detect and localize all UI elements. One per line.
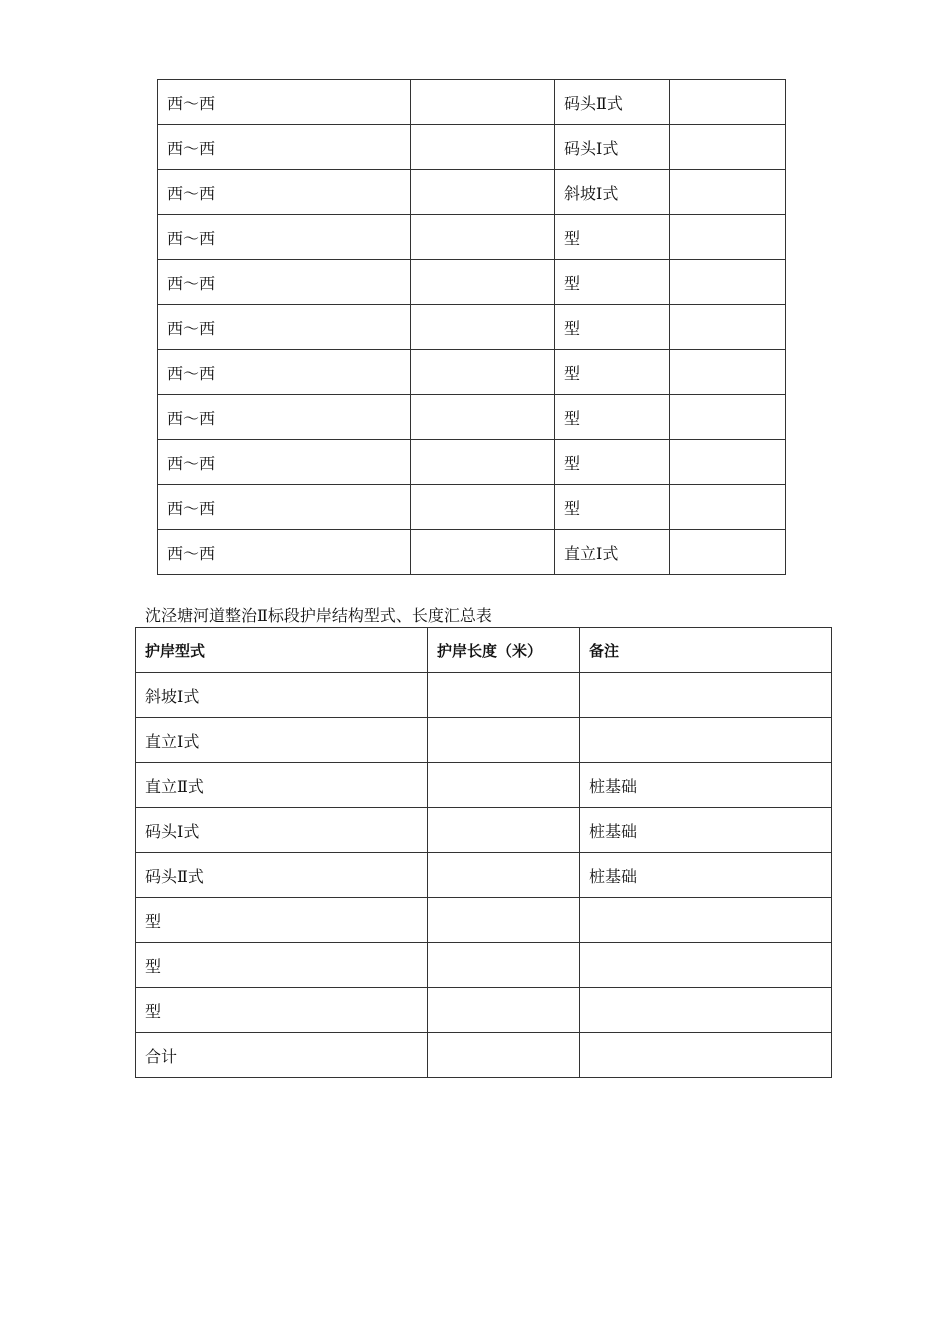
cell-type: 码头Ⅱ式 (136, 853, 428, 898)
cell-note (580, 943, 832, 988)
table-row (136, 898, 832, 943)
table-row (136, 853, 832, 898)
cell-length (428, 898, 580, 943)
cell-note (580, 1033, 832, 1078)
table-row (158, 260, 786, 305)
table-row (136, 673, 832, 718)
cell-note (670, 350, 786, 395)
cell-type: 型 (555, 395, 670, 440)
cell-note: 桩基础 (580, 853, 832, 898)
cell-section: 西～西 (158, 395, 411, 440)
cell-note (580, 898, 832, 943)
table-row (136, 1033, 832, 1078)
cell-length (428, 718, 580, 763)
cell-section: 西～西 (158, 440, 411, 485)
cell-length (411, 305, 555, 350)
cell-type: 型 (136, 943, 428, 988)
cell-note (580, 988, 832, 1033)
cell-length (411, 440, 555, 485)
header-revetment-type: 护岸型式 (136, 628, 428, 673)
header-note: 备注 (580, 628, 832, 673)
cell-type: 斜坡Ⅰ式 (136, 673, 428, 718)
cell-type: 型 (555, 260, 670, 305)
cell-length (411, 530, 555, 575)
cell-note (670, 395, 786, 440)
cell-type: 合计 (136, 1033, 428, 1078)
cell-section: 西～西 (158, 485, 411, 530)
table-row (158, 125, 786, 170)
cell-type: 型 (555, 350, 670, 395)
cell-length (411, 350, 555, 395)
cell-type: 直立Ⅰ式 (555, 530, 670, 575)
summary-table (135, 627, 832, 1078)
table-row (158, 170, 786, 215)
summary-table-caption: 沈泾塘河道整治Ⅱ标段护岸结构型式、长度汇总表 (145, 606, 492, 625)
cell-type: 型 (136, 988, 428, 1033)
cell-type: 型 (136, 898, 428, 943)
cell-type: 直立Ⅱ式 (136, 763, 428, 808)
cell-type: 型 (555, 215, 670, 260)
section-structure-table (157, 79, 786, 575)
cell-length (411, 260, 555, 305)
section-structure-table-body (158, 80, 786, 575)
cell-length (411, 170, 555, 215)
cell-note: 桩基础 (580, 763, 832, 808)
cell-type: 直立Ⅰ式 (136, 718, 428, 763)
cell-note (580, 718, 832, 763)
cell-length (411, 125, 555, 170)
cell-length (428, 763, 580, 808)
cell-length (428, 853, 580, 898)
cell-note: 桩基础 (580, 808, 832, 853)
cell-type: 码头Ⅰ式 (136, 808, 428, 853)
table-row (158, 80, 786, 125)
cell-section: 西～西 (158, 530, 411, 575)
cell-length (428, 808, 580, 853)
cell-note (670, 305, 786, 350)
cell-length (411, 80, 555, 125)
summary-table-header-row (136, 628, 832, 673)
cell-length (428, 1033, 580, 1078)
cell-note (670, 485, 786, 530)
cell-note (670, 125, 786, 170)
table-row (158, 395, 786, 440)
cell-length (428, 673, 580, 718)
cell-note (580, 673, 832, 718)
cell-type: 斜坡Ⅰ式 (555, 170, 670, 215)
cell-section: 西～西 (158, 215, 411, 260)
table-row (158, 530, 786, 575)
cell-type: 型 (555, 485, 670, 530)
cell-section: 西～西 (158, 305, 411, 350)
table-row (136, 808, 832, 853)
cell-section: 西～西 (158, 80, 411, 125)
cell-note (670, 260, 786, 305)
table-row (136, 988, 832, 1033)
cell-length (411, 485, 555, 530)
table-row (136, 763, 832, 808)
cell-type: 型 (555, 305, 670, 350)
cell-note (670, 440, 786, 485)
cell-type: 码头Ⅰ式 (555, 125, 670, 170)
cell-section: 西～西 (158, 125, 411, 170)
header-revetment-length: 护岸长度（米） (428, 628, 580, 673)
cell-section: 西～西 (158, 260, 411, 305)
cell-section: 西～西 (158, 170, 411, 215)
cell-length (411, 215, 555, 260)
table-row (158, 305, 786, 350)
table-row (158, 215, 786, 260)
table-row (136, 943, 832, 988)
cell-note (670, 170, 786, 215)
summary-table-body (136, 673, 832, 1078)
cell-type: 码头Ⅱ式 (555, 80, 670, 125)
cell-note (670, 530, 786, 575)
table-row (136, 718, 832, 763)
table-row (158, 440, 786, 485)
cell-note (670, 215, 786, 260)
table-row (158, 350, 786, 395)
cell-section: 西～西 (158, 350, 411, 395)
cell-note (670, 80, 786, 125)
table-row (158, 485, 786, 530)
cell-length (411, 395, 555, 440)
cell-length (428, 988, 580, 1033)
cell-type: 型 (555, 440, 670, 485)
cell-length (428, 943, 580, 988)
